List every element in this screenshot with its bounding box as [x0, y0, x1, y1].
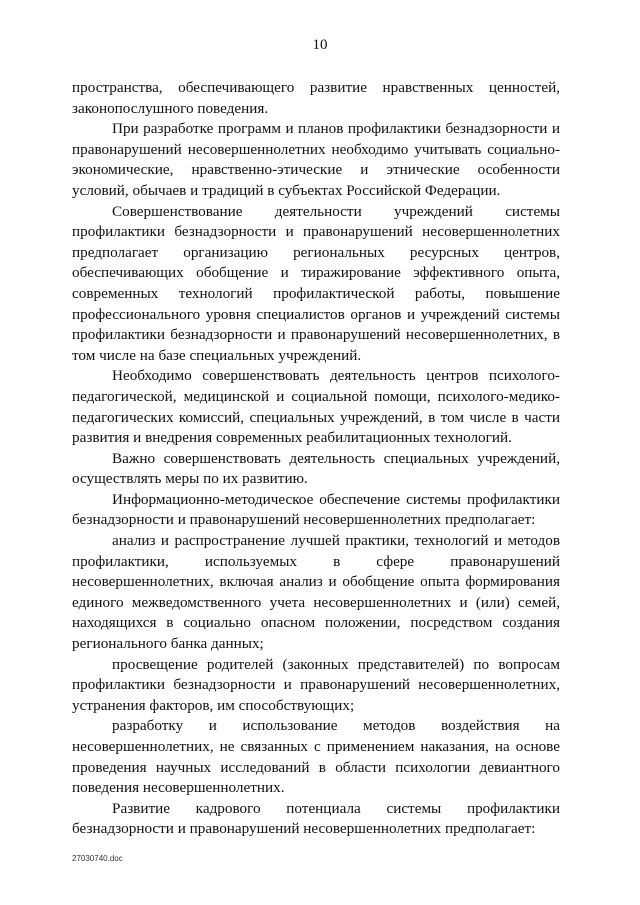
list-paragraph: анализ и распространение лучшей практики, технологий и методов профилактики, используемых в сфере правонарушений несовершеннолетних, включая анализ и обобщение опыта формирования единого межведомственного учета несовершеннолетних и (или) семей, находящихся в социально опасном положении, посредством создания регионального банка данных; — [72, 532, 560, 653]
document-file-code: 27030740.doc — [72, 854, 123, 863]
list-paragraph: просвещение родителей (законных представителей) по вопросам профилактики безнадзорности и правонарушений несовершеннолетних, устранения факторов, им способствующих; — [72, 655, 560, 714]
paragraph: Развитие кадрового потенциала системы профилактики безнадзорности и правонарушений несовершеннолетних предполагает: — [72, 799, 560, 838]
document-body — [72, 78, 560, 840]
paragraph: Совершенствование деятельности учреждений системы профилактики безнадзорности и правонарушений несовершеннолетних предполагает организацию региональных ресурсных центров, обеспечивающих обобщение и тиражирование эффективного опыта, современных технологий профилактической работы, повышение профессионального уровня специалистов органов и учреждений системы профилактики безнадзорности и правонарушений несовершеннолетних, в том числе на базе специальных учреждений. — [72, 202, 560, 364]
paragraph: Информационно-методическое обеспечение системы профилактики безнадзорности и правонарушений несовершеннолетних предполагает: — [72, 490, 560, 529]
paragraph: Важно совершенствовать деятельность специальных учреждений, осуществлять меры по их развитию. — [72, 449, 560, 488]
paragraph: При разработке программ и планов профилактики безнадзорности и правонарушений несовершеннолетних необходимо учитывать социально-экономические, нравственно-этические и этнические особенности условий, обычаев и традиций в субъектах Российской Федерации. — [72, 120, 560, 199]
list-paragraph: разработку и использование методов воздействия на несовершеннолетних, не связанных с применением наказания, на основе проведения научных исследований в области психологии девиантного поведения несовершеннолетних. — [72, 717, 560, 797]
page-number: 10 — [312, 37, 328, 53]
paragraph: Необходимо совершенствовать деятельность центров психолого-педагогической, медицинской и социальной помощи, психолого-медико-педагогических комиссий, специальных учреждений, в том числе в части развития и внедрения современных реабилитационных технологий. — [72, 367, 560, 447]
paragraph: пространства, обеспечивающего развитие нравственных ценностей, законопослушного поведения. — [72, 79, 560, 117]
